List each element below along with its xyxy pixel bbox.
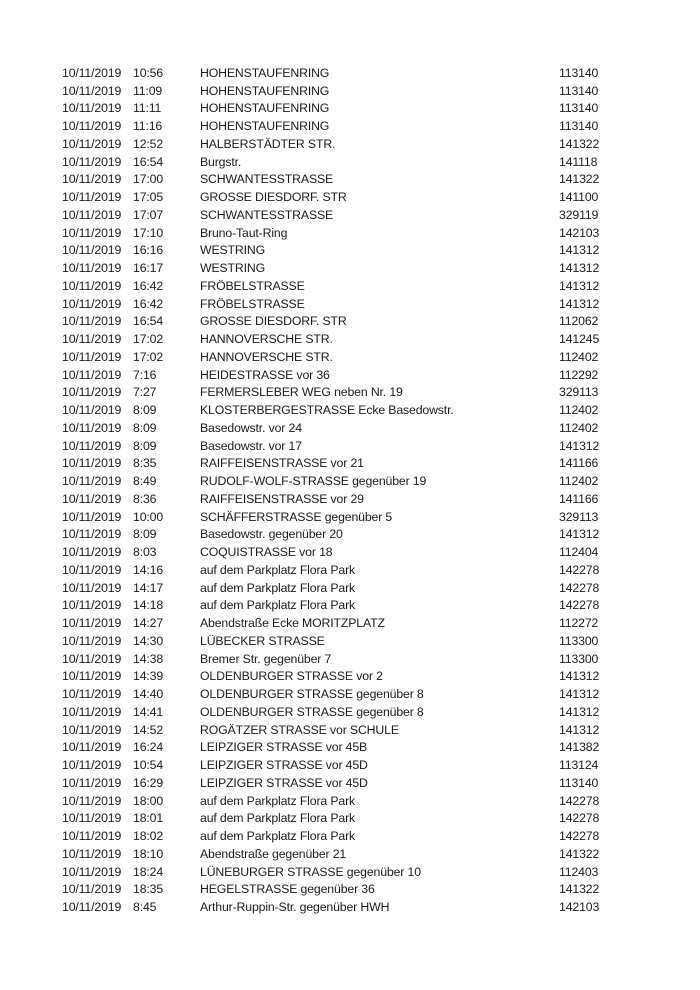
date-cell: 10/11/2019 bbox=[62, 491, 122, 506]
location-cell: OLDENBURGER STRASSE gegenüber 8 bbox=[200, 704, 424, 719]
time-cell: 14:38 bbox=[133, 651, 164, 666]
time-cell: 10:00 bbox=[133, 509, 164, 524]
table-row bbox=[0, 82, 700, 100]
time-cell: 14:18 bbox=[133, 598, 164, 613]
table-row bbox=[0, 401, 700, 419]
date-cell: 10/11/2019 bbox=[62, 633, 122, 648]
code-cell: 113140 bbox=[559, 65, 599, 80]
code-cell: 141166 bbox=[559, 456, 599, 471]
table-row bbox=[0, 845, 700, 863]
location-cell: Abendstraße Ecke MORITZPLATZ bbox=[200, 616, 385, 631]
location-cell: OLDENBURGER STRASSE vor 2 bbox=[200, 669, 383, 684]
code-cell: 112402 bbox=[559, 403, 599, 418]
code-cell: 141312 bbox=[559, 278, 600, 293]
table-row bbox=[0, 188, 700, 206]
date-cell: 10/11/2019 bbox=[62, 332, 122, 347]
time-cell: 10:56 bbox=[133, 65, 164, 80]
table-row bbox=[0, 437, 700, 455]
table-row bbox=[0, 117, 700, 135]
code-cell: 142103 bbox=[559, 900, 600, 915]
code-cell: 113300 bbox=[559, 651, 599, 666]
table-row bbox=[0, 827, 700, 845]
location-cell: RAIFFEISENSTRASSE vor 29 bbox=[200, 491, 364, 506]
date-cell: 10/11/2019 bbox=[62, 172, 122, 187]
code-cell: 329119 bbox=[559, 207, 599, 222]
time-cell: 16:17 bbox=[133, 261, 164, 276]
location-cell: Basedowstr. vor 24 bbox=[200, 420, 302, 435]
date-cell: 10/11/2019 bbox=[62, 261, 122, 276]
date-cell: 10/11/2019 bbox=[62, 190, 122, 205]
table-row bbox=[0, 508, 700, 526]
date-cell: 10/11/2019 bbox=[62, 367, 122, 382]
location-cell: FRÖBELSTRASSE bbox=[200, 278, 305, 293]
date-cell: 10/11/2019 bbox=[62, 243, 122, 258]
location-cell: HEIDESTRASSE vor 36 bbox=[200, 367, 330, 382]
code-cell: 113140 bbox=[559, 119, 599, 134]
location-cell: SCHÄFFERSTRASSE gegenüber 5 bbox=[200, 509, 393, 524]
time-cell: 8:03 bbox=[133, 545, 157, 560]
date-cell: 10/11/2019 bbox=[62, 278, 122, 293]
location-cell: HALBERSTÄDTER STR. bbox=[200, 136, 336, 151]
time-cell: 14:17 bbox=[133, 580, 164, 595]
table-row bbox=[0, 135, 700, 153]
date-cell: 10/11/2019 bbox=[62, 846, 122, 861]
table-row bbox=[0, 739, 700, 757]
code-cell: 141312 bbox=[559, 687, 600, 702]
table-row bbox=[0, 330, 700, 348]
time-cell: 16:54 bbox=[133, 314, 164, 329]
table-row bbox=[0, 898, 700, 916]
code-cell: 113140 bbox=[559, 775, 599, 790]
table-row bbox=[0, 259, 700, 277]
table-row bbox=[0, 384, 700, 402]
date-cell: 10/11/2019 bbox=[62, 669, 122, 684]
code-cell: 112404 bbox=[559, 545, 599, 560]
time-cell: 7:16 bbox=[133, 367, 157, 382]
time-cell: 8:09 bbox=[133, 438, 157, 453]
location-cell: OLDENBURGER STRASSE gegenüber 8 bbox=[200, 687, 424, 702]
time-cell: 11:09 bbox=[133, 83, 163, 98]
time-cell: 14:39 bbox=[133, 669, 164, 684]
code-cell: 112402 bbox=[559, 349, 599, 364]
location-cell: HANNOVERSCHE STR. bbox=[200, 332, 333, 347]
time-cell: 8:35 bbox=[133, 456, 157, 471]
time-cell: 17:02 bbox=[133, 349, 164, 364]
location-cell: RAIFFEISENSTRASSE vor 21 bbox=[200, 456, 364, 471]
time-cell: 10:54 bbox=[133, 758, 164, 773]
time-cell: 8:36 bbox=[133, 491, 157, 506]
date-cell: 10/11/2019 bbox=[62, 119, 122, 134]
time-cell: 17:07 bbox=[133, 207, 164, 222]
code-cell: 112292 bbox=[559, 367, 599, 382]
location-cell: auf dem Parkplatz Flora Park bbox=[200, 829, 356, 844]
table-row bbox=[0, 756, 700, 774]
table-row bbox=[0, 206, 700, 224]
location-cell: LÜNEBURGER STRASSE gegenüber 10 bbox=[200, 864, 421, 879]
code-cell: 141312 bbox=[559, 527, 600, 542]
time-cell: 14:41 bbox=[133, 704, 164, 719]
time-cell: 14:27 bbox=[133, 616, 164, 631]
date-cell: 10/11/2019 bbox=[62, 882, 122, 897]
date-cell: 10/11/2019 bbox=[62, 403, 122, 418]
location-cell: Bruno-Taut-Ring bbox=[200, 225, 288, 240]
table-row bbox=[0, 64, 700, 82]
location-cell: LEIPZIGER STRASSE vor 45B bbox=[200, 740, 368, 755]
table-row bbox=[0, 526, 700, 544]
table-row bbox=[0, 419, 700, 437]
time-cell: 12:52 bbox=[133, 136, 164, 151]
time-cell: 16:42 bbox=[133, 278, 164, 293]
date-cell: 10/11/2019 bbox=[62, 616, 122, 631]
date-cell: 10/11/2019 bbox=[62, 900, 122, 915]
date-cell: 10/11/2019 bbox=[62, 420, 122, 435]
code-cell: 142278 bbox=[559, 598, 600, 613]
code-cell: 329113 bbox=[559, 385, 599, 400]
time-cell: 18:00 bbox=[133, 793, 164, 808]
location-cell: auf dem Parkplatz Flora Park bbox=[200, 562, 356, 577]
table-row bbox=[0, 668, 700, 686]
table-row bbox=[0, 472, 700, 490]
location-cell: SCHWANTESSTRASSE bbox=[200, 207, 334, 222]
time-cell: 14:40 bbox=[133, 687, 164, 702]
time-cell: 14:16 bbox=[133, 562, 164, 577]
time-cell: 16:54 bbox=[133, 154, 164, 169]
code-cell: 141312 bbox=[559, 438, 600, 453]
time-cell: 17:05 bbox=[133, 190, 164, 205]
location-cell: GROSSE DIESDORF. STR bbox=[200, 314, 347, 329]
time-cell: 7:27 bbox=[133, 385, 157, 400]
date-cell: 10/11/2019 bbox=[62, 527, 122, 542]
date-cell: 10/11/2019 bbox=[62, 207, 122, 222]
table-row bbox=[0, 614, 700, 632]
date-cell: 10/11/2019 bbox=[62, 509, 122, 524]
table-row bbox=[0, 543, 700, 561]
code-cell: 141322 bbox=[559, 172, 600, 187]
time-cell: 17:00 bbox=[133, 172, 164, 187]
location-cell: Basedowstr. vor 17 bbox=[200, 438, 302, 453]
table-row bbox=[0, 295, 700, 313]
date-cell: 10/11/2019 bbox=[62, 349, 122, 364]
table-row bbox=[0, 792, 700, 810]
code-cell: 112402 bbox=[559, 474, 599, 489]
location-cell: Bremer Str. gegenüber 7 bbox=[200, 651, 332, 666]
location-cell: Burgstr. bbox=[200, 154, 242, 169]
date-cell: 10/11/2019 bbox=[62, 704, 122, 719]
date-cell: 10/11/2019 bbox=[62, 740, 122, 755]
time-cell: 17:10 bbox=[133, 225, 164, 240]
date-cell: 10/11/2019 bbox=[62, 811, 122, 826]
date-cell: 10/11/2019 bbox=[62, 83, 122, 98]
code-cell: 112403 bbox=[559, 864, 599, 879]
table-row bbox=[0, 561, 700, 579]
location-cell: FRÖBELSTRASSE bbox=[200, 296, 305, 311]
code-cell: 142103 bbox=[559, 225, 600, 240]
time-cell: 14:52 bbox=[133, 722, 164, 737]
code-cell: 112402 bbox=[559, 420, 599, 435]
code-cell: 141312 bbox=[559, 261, 600, 276]
location-cell: Arthur-Ruppin-Str. gegenüber HWH bbox=[200, 900, 390, 915]
table-row bbox=[0, 863, 700, 881]
date-cell: 10/11/2019 bbox=[62, 456, 122, 471]
table-row bbox=[0, 348, 700, 366]
date-cell: 10/11/2019 bbox=[62, 65, 122, 80]
location-cell: FERMERSLEBER WEG neben Nr. 19 bbox=[200, 385, 403, 400]
date-cell: 10/11/2019 bbox=[62, 758, 122, 773]
table-row bbox=[0, 685, 700, 703]
time-cell: 8:49 bbox=[133, 474, 157, 489]
location-cell: SCHWANTESSTRASSE bbox=[200, 172, 334, 187]
table-row bbox=[0, 810, 700, 828]
table-row bbox=[0, 490, 700, 508]
date-cell: 10/11/2019 bbox=[62, 651, 122, 666]
date-cell: 10/11/2019 bbox=[62, 829, 122, 844]
date-cell: 10/11/2019 bbox=[62, 562, 122, 577]
code-cell: 141322 bbox=[559, 136, 600, 151]
date-cell: 10/11/2019 bbox=[62, 775, 122, 790]
table-row bbox=[0, 224, 700, 242]
location-cell: LEIPZIGER STRASSE vor 45D bbox=[200, 758, 368, 773]
time-cell: 14:30 bbox=[133, 633, 164, 648]
time-cell: 8:09 bbox=[133, 527, 157, 542]
time-cell: 18:35 bbox=[133, 882, 164, 897]
code-cell: 141322 bbox=[559, 846, 600, 861]
time-cell: 11:11 bbox=[133, 101, 162, 116]
code-cell: 142278 bbox=[559, 562, 600, 577]
code-cell: 141312 bbox=[559, 722, 600, 737]
location-cell: LÜBECKER STRASSE bbox=[200, 633, 325, 648]
location-cell: KLOSTERBERGESTRASSE Ecke Basedowstr. bbox=[200, 403, 454, 418]
table-row bbox=[0, 597, 700, 615]
date-cell: 10/11/2019 bbox=[62, 864, 122, 879]
record-list bbox=[0, 64, 700, 916]
time-cell: 16:16 bbox=[133, 243, 164, 258]
time-cell: 16:42 bbox=[133, 296, 164, 311]
table-row bbox=[0, 455, 700, 473]
location-cell: RUDOLF-WOLF-STRASSE gegenüber 19 bbox=[200, 474, 427, 489]
time-cell: 8:09 bbox=[133, 420, 157, 435]
date-cell: 10/11/2019 bbox=[62, 722, 122, 737]
location-cell: LEIPZIGER STRASSE vor 45D bbox=[200, 775, 368, 790]
location-cell: HEGELSTRASSE gegenüber 36 bbox=[200, 882, 375, 897]
location-cell: Basedowstr. gegenüber 20 bbox=[200, 527, 343, 542]
code-cell: 112272 bbox=[559, 616, 599, 631]
location-cell: WESTRING bbox=[200, 243, 266, 258]
code-cell: 112062 bbox=[559, 314, 599, 329]
date-cell: 10/11/2019 bbox=[62, 225, 122, 240]
code-cell: 141100 bbox=[559, 190, 599, 205]
location-cell: HOHENSTAUFENRING bbox=[200, 65, 330, 80]
table-row bbox=[0, 774, 700, 792]
location-cell: GROSSE DIESDORF. STR bbox=[200, 190, 347, 205]
location-cell: ROGÄTZER STRASSE vor SCHULE bbox=[200, 722, 399, 737]
location-cell: HANNOVERSCHE STR. bbox=[200, 349, 333, 364]
date-cell: 10/11/2019 bbox=[62, 296, 122, 311]
location-cell: HOHENSTAUFENRING bbox=[200, 83, 330, 98]
table-row bbox=[0, 100, 700, 118]
time-cell: 16:29 bbox=[133, 775, 164, 790]
location-cell: auf dem Parkplatz Flora Park bbox=[200, 580, 356, 595]
table-row bbox=[0, 721, 700, 739]
date-cell: 10/11/2019 bbox=[62, 101, 122, 116]
table-row bbox=[0, 650, 700, 668]
time-cell: 8:45 bbox=[133, 900, 157, 915]
time-cell: 18:24 bbox=[133, 864, 164, 879]
code-cell: 113300 bbox=[559, 633, 599, 648]
code-cell: 142278 bbox=[559, 793, 600, 808]
time-cell: 18:01 bbox=[133, 811, 164, 826]
table-row bbox=[0, 313, 700, 331]
code-cell: 142278 bbox=[559, 829, 600, 844]
date-cell: 10/11/2019 bbox=[62, 793, 122, 808]
date-cell: 10/11/2019 bbox=[62, 385, 122, 400]
location-cell: auf dem Parkplatz Flora Park bbox=[200, 811, 356, 826]
location-cell: WESTRING bbox=[200, 261, 266, 276]
date-cell: 10/11/2019 bbox=[62, 580, 122, 595]
date-cell: 10/11/2019 bbox=[62, 136, 122, 151]
code-cell: 141245 bbox=[559, 332, 600, 347]
date-cell: 10/11/2019 bbox=[62, 314, 122, 329]
code-cell: 142278 bbox=[559, 811, 600, 826]
date-cell: 10/11/2019 bbox=[62, 687, 122, 702]
table-row bbox=[0, 881, 700, 899]
time-cell: 17:02 bbox=[133, 332, 164, 347]
code-cell: 141382 bbox=[559, 740, 600, 755]
time-cell: 18:02 bbox=[133, 829, 164, 844]
time-cell: 18:10 bbox=[133, 846, 164, 861]
location-cell: auf dem Parkplatz Flora Park bbox=[200, 793, 356, 808]
time-cell: 16:24 bbox=[133, 740, 164, 755]
location-cell: HOHENSTAUFENRING bbox=[200, 119, 330, 134]
table-row bbox=[0, 632, 700, 650]
code-cell: 113140 bbox=[559, 83, 599, 98]
table-row bbox=[0, 703, 700, 721]
table-row bbox=[0, 171, 700, 189]
date-cell: 10/11/2019 bbox=[62, 438, 122, 453]
location-cell: Abendstraße gegenüber 21 bbox=[200, 846, 347, 861]
table-row bbox=[0, 242, 700, 260]
code-cell: 141312 bbox=[559, 243, 600, 258]
code-cell: 142278 bbox=[559, 580, 600, 595]
time-cell: 8:09 bbox=[133, 403, 157, 418]
date-cell: 10/11/2019 bbox=[62, 154, 122, 169]
code-cell: 329113 bbox=[559, 509, 599, 524]
table-row bbox=[0, 277, 700, 295]
code-cell: 141312 bbox=[559, 704, 600, 719]
table-row bbox=[0, 153, 700, 171]
table-row bbox=[0, 366, 700, 384]
location-cell: HOHENSTAUFENRING bbox=[200, 101, 330, 116]
code-cell: 141118 bbox=[559, 154, 598, 169]
location-cell: COQUISTRASSE vor 18 bbox=[200, 545, 333, 560]
code-cell: 113124 bbox=[559, 758, 599, 773]
table-row bbox=[0, 579, 700, 597]
code-cell: 113140 bbox=[559, 101, 599, 116]
location-cell: auf dem Parkplatz Flora Park bbox=[200, 598, 356, 613]
date-cell: 10/11/2019 bbox=[62, 545, 122, 560]
time-cell: 11:16 bbox=[133, 119, 163, 134]
code-cell: 141312 bbox=[559, 296, 600, 311]
date-cell: 10/11/2019 bbox=[62, 598, 122, 613]
date-cell: 10/11/2019 bbox=[62, 474, 122, 489]
code-cell: 141322 bbox=[559, 882, 600, 897]
code-cell: 141312 bbox=[559, 669, 600, 684]
code-cell: 141166 bbox=[559, 491, 599, 506]
